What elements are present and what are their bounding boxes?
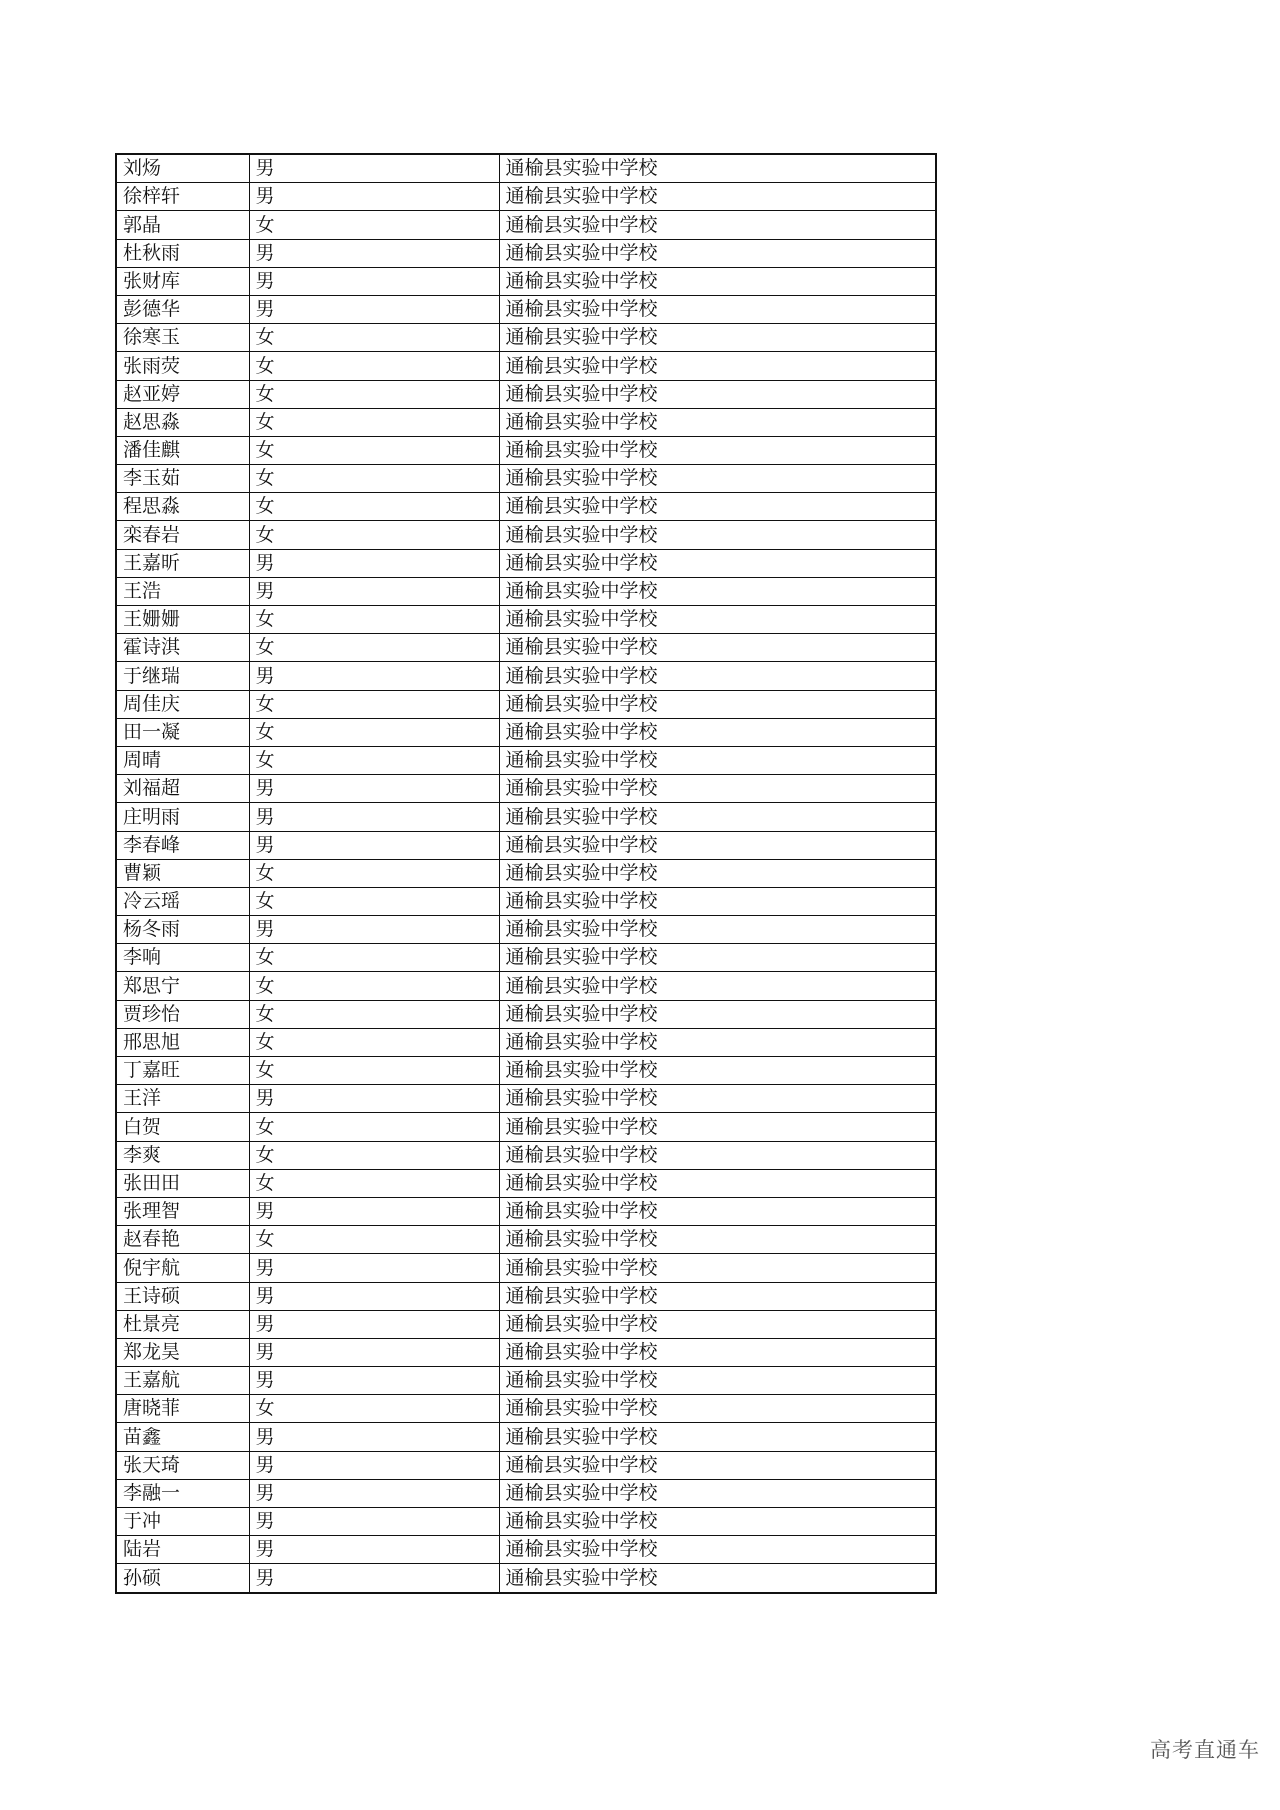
school-cell: 通榆县实验中学校 — [499, 239, 936, 267]
table-row — [116, 887, 936, 915]
name-cell: 徐寒玉 — [116, 324, 249, 352]
gender-cell: 男 — [249, 1282, 499, 1310]
school-cell: 通榆县实验中学校 — [499, 1113, 936, 1141]
school-cell: 通榆县实验中学校 — [499, 183, 936, 211]
gender-cell: 男 — [249, 154, 499, 183]
name-cell: 庄明雨 — [116, 803, 249, 831]
table-row — [116, 662, 936, 690]
school-cell: 通榆县实验中学校 — [499, 1564, 936, 1593]
gender-cell: 女 — [249, 634, 499, 662]
table-row — [116, 1028, 936, 1056]
name-cell: 邢思旭 — [116, 1028, 249, 1056]
name-cell: 张理智 — [116, 1197, 249, 1225]
gender-cell: 女 — [249, 944, 499, 972]
name-cell: 田一凝 — [116, 718, 249, 746]
gender-cell: 男 — [249, 1254, 499, 1282]
school-cell: 通榆县实验中学校 — [499, 1451, 936, 1479]
school-cell: 通榆县实验中学校 — [499, 1310, 936, 1338]
school-cell: 通榆县实验中学校 — [499, 690, 936, 718]
gender-cell: 男 — [249, 267, 499, 295]
table-row — [116, 1310, 936, 1338]
school-cell: 通榆县实验中学校 — [499, 916, 936, 944]
name-cell: 于继瑞 — [116, 662, 249, 690]
gender-cell: 男 — [249, 1338, 499, 1366]
table-row — [116, 972, 936, 1000]
name-cell: 杨冬雨 — [116, 916, 249, 944]
school-cell: 通榆县实验中学校 — [499, 211, 936, 239]
school-cell: 通榆县实验中学校 — [499, 1085, 936, 1113]
school-cell: 通榆县实验中学校 — [499, 1282, 936, 1310]
table-row — [116, 690, 936, 718]
table-row — [116, 239, 936, 267]
table-row — [116, 1536, 936, 1564]
gender-cell: 男 — [249, 1367, 499, 1395]
school-cell: 通榆县实验中学校 — [499, 154, 936, 183]
gender-cell: 女 — [249, 1226, 499, 1254]
gender-cell: 男 — [249, 1536, 499, 1564]
school-cell: 通榆县实验中学校 — [499, 1028, 936, 1056]
school-cell: 通榆县实验中学校 — [499, 606, 936, 634]
name-cell: 刘炀 — [116, 154, 249, 183]
gender-cell: 男 — [249, 1423, 499, 1451]
name-cell: 周晴 — [116, 746, 249, 774]
gender-cell: 女 — [249, 859, 499, 887]
table-row — [116, 1141, 936, 1169]
school-cell: 通榆县实验中学校 — [499, 887, 936, 915]
name-cell: 白贺 — [116, 1113, 249, 1141]
gender-cell: 女 — [249, 972, 499, 1000]
school-cell: 通榆县实验中学校 — [499, 408, 936, 436]
school-cell: 通榆县实验中学校 — [499, 1057, 936, 1085]
gender-cell: 女 — [249, 690, 499, 718]
name-cell: 唐晓菲 — [116, 1395, 249, 1423]
school-cell: 通榆县实验中学校 — [499, 352, 936, 380]
school-cell: 通榆县实验中学校 — [499, 493, 936, 521]
name-cell: 栾春岩 — [116, 521, 249, 549]
gender-cell: 男 — [249, 183, 499, 211]
school-cell: 通榆县实验中学校 — [499, 577, 936, 605]
school-cell: 通榆县实验中学校 — [499, 436, 936, 464]
name-cell: 刘福超 — [116, 775, 249, 803]
name-cell: 周佳庆 — [116, 690, 249, 718]
name-cell: 王洋 — [116, 1085, 249, 1113]
gender-cell: 女 — [249, 887, 499, 915]
table-row — [116, 1000, 936, 1028]
gender-cell: 女 — [249, 352, 499, 380]
name-cell: 李响 — [116, 944, 249, 972]
table-row — [116, 1254, 936, 1282]
student-roster-table — [115, 153, 937, 1594]
school-cell: 通榆县实验中学校 — [499, 1338, 936, 1366]
table-row — [116, 436, 936, 464]
name-cell: 郑思宁 — [116, 972, 249, 1000]
gender-cell: 女 — [249, 606, 499, 634]
gender-cell: 男 — [249, 1197, 499, 1225]
table-row — [116, 549, 936, 577]
gender-cell: 女 — [249, 465, 499, 493]
table-row — [116, 1508, 936, 1536]
name-cell: 赵思淼 — [116, 408, 249, 436]
school-cell: 通榆县实验中学校 — [499, 972, 936, 1000]
name-cell: 赵春艳 — [116, 1226, 249, 1254]
table-row — [116, 324, 936, 352]
table-row — [116, 1057, 936, 1085]
table-row — [116, 1226, 936, 1254]
name-cell: 丁嘉旺 — [116, 1057, 249, 1085]
school-cell: 通榆县实验中学校 — [499, 1367, 936, 1395]
table-row — [116, 1423, 936, 1451]
name-cell: 王嘉昕 — [116, 549, 249, 577]
school-cell: 通榆县实验中学校 — [499, 803, 936, 831]
name-cell: 赵亚婷 — [116, 380, 249, 408]
gender-cell: 女 — [249, 1169, 499, 1197]
table-row — [116, 295, 936, 323]
gender-cell: 男 — [249, 1451, 499, 1479]
name-cell: 冷云瑶 — [116, 887, 249, 915]
gender-cell: 女 — [249, 1113, 499, 1141]
name-cell: 王嘉航 — [116, 1367, 249, 1395]
name-cell: 徐梓轩 — [116, 183, 249, 211]
gender-cell: 女 — [249, 746, 499, 774]
table-row — [116, 944, 936, 972]
name-cell: 倪宇航 — [116, 1254, 249, 1282]
table-row — [116, 718, 936, 746]
school-cell: 通榆县实验中学校 — [499, 944, 936, 972]
gender-cell: 男 — [249, 831, 499, 859]
gender-cell: 男 — [249, 1508, 499, 1536]
table-row — [116, 408, 936, 436]
name-cell: 王浩 — [116, 577, 249, 605]
school-cell: 通榆县实验中学校 — [499, 295, 936, 323]
gender-cell: 女 — [249, 211, 499, 239]
table-row — [116, 1282, 936, 1310]
name-cell: 张雨荧 — [116, 352, 249, 380]
table-row — [116, 803, 936, 831]
school-cell: 通榆县实验中学校 — [499, 746, 936, 774]
gender-cell: 女 — [249, 493, 499, 521]
school-cell: 通榆县实验中学校 — [499, 267, 936, 295]
roster-body — [116, 154, 936, 1593]
gender-cell: 女 — [249, 1000, 499, 1028]
name-cell: 郭晶 — [116, 211, 249, 239]
table-row — [116, 211, 936, 239]
table-row — [116, 154, 936, 183]
name-cell: 张财库 — [116, 267, 249, 295]
name-cell: 张田田 — [116, 1169, 249, 1197]
school-cell: 通榆县实验中学校 — [499, 1395, 936, 1423]
table-row — [116, 1169, 936, 1197]
watermark-text: 高考直通车 — [1150, 1738, 1260, 1762]
gender-cell: 男 — [249, 295, 499, 323]
school-cell: 通榆县实验中学校 — [499, 1169, 936, 1197]
gender-cell: 女 — [249, 1028, 499, 1056]
gender-cell: 男 — [249, 775, 499, 803]
gender-cell: 男 — [249, 1085, 499, 1113]
school-cell: 通榆县实验中学校 — [499, 1000, 936, 1028]
name-cell: 郑龙昊 — [116, 1338, 249, 1366]
gender-cell: 女 — [249, 1141, 499, 1169]
table-row — [116, 577, 936, 605]
gender-cell: 男 — [249, 803, 499, 831]
name-cell: 潘佳麒 — [116, 436, 249, 464]
table-row — [116, 1085, 936, 1113]
gender-cell: 女 — [249, 324, 499, 352]
school-cell: 通榆县实验中学校 — [499, 859, 936, 887]
table-row — [116, 1367, 936, 1395]
gender-cell: 男 — [249, 239, 499, 267]
name-cell: 杜秋雨 — [116, 239, 249, 267]
gender-cell: 男 — [249, 1310, 499, 1338]
school-cell: 通榆县实验中学校 — [499, 1254, 936, 1282]
table-row — [116, 1197, 936, 1225]
school-cell: 通榆县实验中学校 — [499, 1226, 936, 1254]
table-row — [116, 746, 936, 774]
name-cell: 于冲 — [116, 1508, 249, 1536]
name-cell: 霍诗淇 — [116, 634, 249, 662]
gender-cell: 女 — [249, 521, 499, 549]
school-cell: 通榆县实验中学校 — [499, 324, 936, 352]
table-row — [116, 1451, 936, 1479]
school-cell: 通榆县实验中学校 — [499, 521, 936, 549]
school-cell: 通榆县实验中学校 — [499, 662, 936, 690]
school-cell: 通榆县实验中学校 — [499, 1479, 936, 1507]
table-row — [116, 352, 936, 380]
table-row — [116, 775, 936, 803]
name-cell: 程思淼 — [116, 493, 249, 521]
name-cell: 王姗姗 — [116, 606, 249, 634]
gender-cell: 男 — [249, 662, 499, 690]
table-row — [116, 916, 936, 944]
school-cell: 通榆县实验中学校 — [499, 380, 936, 408]
school-cell: 通榆县实验中学校 — [499, 775, 936, 803]
school-cell: 通榆县实验中学校 — [499, 1536, 936, 1564]
gender-cell: 男 — [249, 1479, 499, 1507]
gender-cell: 女 — [249, 1395, 499, 1423]
gender-cell: 女 — [249, 718, 499, 746]
table-row — [116, 1113, 936, 1141]
table-row — [116, 1395, 936, 1423]
table-row — [116, 267, 936, 295]
table-row — [116, 380, 936, 408]
table-row — [116, 1338, 936, 1366]
school-cell: 通榆县实验中学校 — [499, 465, 936, 493]
name-cell: 陆岩 — [116, 1536, 249, 1564]
school-cell: 通榆县实验中学校 — [499, 1197, 936, 1225]
gender-cell: 女 — [249, 408, 499, 436]
name-cell: 李爽 — [116, 1141, 249, 1169]
table-row — [116, 634, 936, 662]
gender-cell: 女 — [249, 1057, 499, 1085]
school-cell: 通榆县实验中学校 — [499, 634, 936, 662]
gender-cell: 男 — [249, 549, 499, 577]
name-cell: 王诗硕 — [116, 1282, 249, 1310]
name-cell: 李融一 — [116, 1479, 249, 1507]
name-cell: 苗鑫 — [116, 1423, 249, 1451]
name-cell: 张天琦 — [116, 1451, 249, 1479]
table-row — [116, 521, 936, 549]
table-row — [116, 493, 936, 521]
name-cell: 贾珍怡 — [116, 1000, 249, 1028]
school-cell: 通榆县实验中学校 — [499, 1141, 936, 1169]
name-cell: 李玉茹 — [116, 465, 249, 493]
school-cell: 通榆县实验中学校 — [499, 831, 936, 859]
table-row — [116, 859, 936, 887]
gender-cell: 女 — [249, 436, 499, 464]
table-row — [116, 606, 936, 634]
school-cell: 通榆县实验中学校 — [499, 718, 936, 746]
table-row — [116, 831, 936, 859]
school-cell: 通榆县实验中学校 — [499, 1508, 936, 1536]
gender-cell: 女 — [249, 380, 499, 408]
table-row — [116, 1479, 936, 1507]
table-row — [116, 1564, 936, 1593]
table-row — [116, 465, 936, 493]
gender-cell: 男 — [249, 1564, 499, 1593]
school-cell: 通榆县实验中学校 — [499, 549, 936, 577]
school-cell: 通榆县实验中学校 — [499, 1423, 936, 1451]
name-cell: 李春峰 — [116, 831, 249, 859]
name-cell: 彭德华 — [116, 295, 249, 323]
name-cell: 杜景亮 — [116, 1310, 249, 1338]
name-cell: 曹颖 — [116, 859, 249, 887]
table-row — [116, 183, 936, 211]
gender-cell: 男 — [249, 577, 499, 605]
gender-cell: 男 — [249, 916, 499, 944]
name-cell: 孙硕 — [116, 1564, 249, 1593]
